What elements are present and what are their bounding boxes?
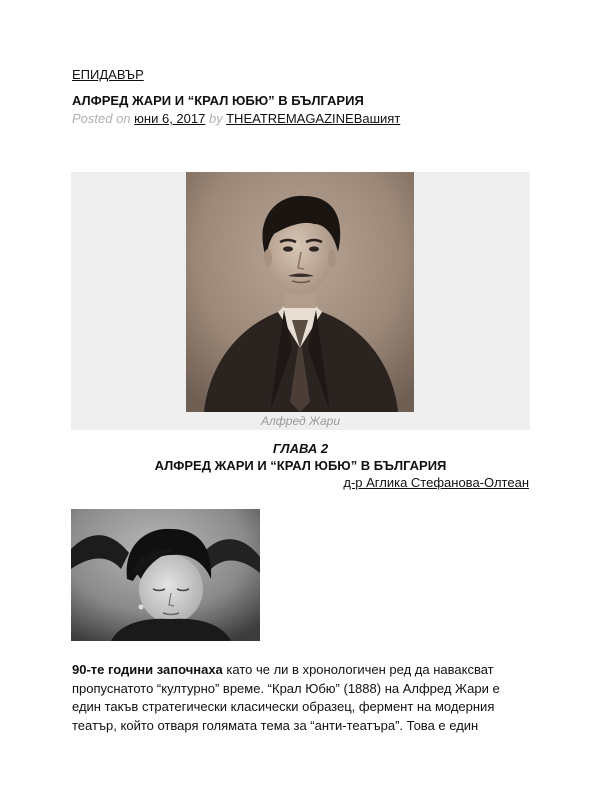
article-author-link[interactable]: д-р Аглика Стефанова-Олтеан xyxy=(343,475,529,490)
portrait-photo xyxy=(186,172,414,412)
author-photo xyxy=(71,509,260,641)
post-date-link[interactable]: юни 6, 2017 xyxy=(134,111,206,126)
lead-bold: 90-те години започнаха xyxy=(72,662,223,677)
post-meta xyxy=(72,111,400,126)
category-link[interactable]: ЕПИДАВЪР xyxy=(72,67,144,82)
chapter-label: ГЛАВА 2 xyxy=(272,441,329,456)
figure-caption: Алфред Жари xyxy=(260,414,340,428)
lead-text: като че ли в хронологичен ред да наваксват пропуснатото “културно” време. “Крал Юбю” (1888) на Алфред Жари е един такъв стратегически класически образец, фермент на модерния театър, който отваря голямата тема за “анти-театъра”. Това е един xyxy=(72,662,500,733)
post-title: АЛФРЕД ЖАРИ И “КРАЛ ЮБЮ” В БЪЛГАРИЯ xyxy=(72,93,364,108)
article-body xyxy=(72,661,532,735)
post-author-link[interactable]: THEATREMAGAZINEВашият xyxy=(226,111,401,126)
by-label: by xyxy=(208,111,223,126)
article-heading: АЛФРЕД ЖАРИ И “КРАЛ ЮБЮ” В БЪЛГАРИЯ xyxy=(154,458,447,473)
posted-on-label: Posted on xyxy=(72,111,131,126)
